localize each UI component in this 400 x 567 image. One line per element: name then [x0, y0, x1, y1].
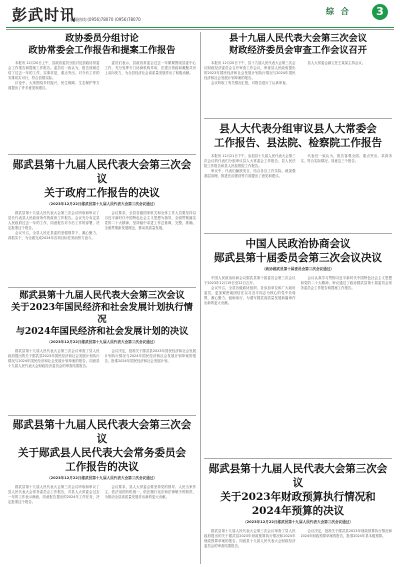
body-column [204, 61, 296, 113]
body-column [8, 211, 100, 281]
section-title: 综 合 [326, 7, 351, 16]
body-paragraph: 县人大常委会副主任王某某主持会议。 [307, 61, 366, 65]
body-paragraph: 本报讯 12月20日下午，县十九届人民代表大会第三次会议财政经济委员会召开审查工作会议，审查县人民政府提出的2023年国民经济和社会发展计划执行情况与2024年国民经济和社会发展计划草案的报告。 [204, 61, 296, 81]
body-column [105, 211, 197, 281]
article-body [8, 61, 196, 149]
article-body [204, 61, 392, 113]
body-column [301, 276, 393, 452]
body-column [105, 61, 197, 149]
article-headline [8, 33, 196, 57]
headline-line: 2024年预算的决议 [251, 505, 345, 517]
article-body [8, 485, 196, 560]
headline-line: 郧武县第十九届人民代表大会第三次会议 [208, 463, 388, 489]
body-column [8, 349, 100, 409]
divider [8, 287, 196, 288]
headline-line: 关于郧武县人民代表大会常务委员会 [18, 447, 186, 459]
headline-line: 县十九届人民代表大会第三次会议 [229, 33, 367, 44]
body-paragraph: 会议号召，全县各级政协组织、各参加单位和广大政协委员，更加紧密地团结在以习近平同志为核心的党中央周围，凝心聚力，砥砺前行，为谱写郧武高质量发展新篇章作出新的更大贡献。 [204, 286, 296, 306]
body-paragraph: 会议听取了有关情况汇报，对报告进行了认真审查。 [211, 81, 289, 86]
body-column [8, 485, 100, 560]
body-paragraph: 会议认真学习贯彻习近平新时代中国特色社会主义思想和党的二十大精神，审议通过了政协郧武县第十届委员会常务委员会工作报告和提案工作报告。 [300, 276, 392, 291]
body-paragraph: 中国人民政治协商会议郧武县第十届委员会第三次会议于2023年12月19日至22日召开。 [204, 276, 296, 286]
divider [8, 415, 196, 416]
body-paragraph: 郧武县第十九届人民代表大会第三次会议听取和审议了县长代表县人民政府所作的政府工作报告。会议充分肯定县人民政府过去一年的工作，同意报告对今后工作的部署，决定批准这个报告。 [8, 211, 100, 231]
body-column [204, 154, 296, 228]
body-paragraph: 委员们表示，县政协常委会过去一年紧紧围绕县委中心工作，充分发挥专门协商机构作用，在建言资政和凝聚共识上双向发力，为全县经济社会高质量发展作出了积极贡献。 [104, 61, 196, 76]
column-divider [200, 32, 201, 564]
headline-line: 财政经济委员会审查工作会议召开 [229, 45, 367, 56]
article-economic-plan-resolution [8, 290, 196, 412]
article-cppcc-discussion [8, 33, 196, 151]
headline-line: 工作报告的决议 [65, 461, 139, 473]
article-body [8, 211, 196, 281]
headline-line: 政协委员分组讨论 [65, 33, 139, 44]
body-paragraph: 会议号召，全县人民在县委的坚强领导下，凝心聚力，真抓实干，为全面完成2024年各项目标任务而努力奋斗。 [8, 231, 100, 241]
divider [204, 458, 392, 459]
headline-line: 郧武县第十届委员会第三次会议决议 [214, 252, 382, 264]
article-headline [204, 122, 392, 150]
article-standing-committee-resolution [8, 418, 196, 563]
article-headline [8, 158, 196, 200]
article-headline [8, 418, 196, 474]
article-body [204, 529, 392, 560]
headline-line: 郧武县第十九届人民代表大会第三次会议 [12, 159, 192, 185]
newspaper-logo: 彭武时讯 [12, 6, 77, 24]
article-npc-review [204, 122, 392, 230]
body-paragraph: 会议要求，全县各级国家机关和全体工作人员要坚持以习近平新时代中国特色社会主义思想为指导，全面贯彻落实党的二十大精神，坚持稳中求进工作总基调，完整、准确、全面贯彻新发展理念，推动高质量发展。 [104, 211, 196, 231]
headline-line: 关于2023年国民经济和社会发展计划执行情况 [11, 302, 193, 325]
body-column [204, 529, 296, 560]
adoption-note: （2023年12月22日郧武县第十九届人民代表大会第三次会议通过） [47, 476, 157, 480]
body-paragraph: 讨论中，大家围绕乡村振兴、民生保障、生态保护等方面提出了许多意见和建议。 [8, 81, 100, 91]
article-cppcc-resolution [204, 237, 392, 455]
article-government-report-resolution [8, 158, 196, 284]
headline-line: 县人大代表分组审议县人大常委会 [219, 123, 377, 135]
body-column [204, 276, 296, 452]
adoption-note: （2023年12月22日郧武县第十九届人民代表大会第三次会议通过） [47, 202, 157, 206]
divider [8, 154, 196, 155]
article-headline [204, 462, 392, 518]
body-paragraph: 本报讯 12月20日上午，县政协委员分组讨论县政协常委会工作报告和提案工作报告。委员们一致认为，报告回顾总结了过去一年的工作，实事求是，重点突出，对今后工作的安排切实可行，符合县情实际。 [8, 61, 100, 81]
header-rule-thin [6, 29, 394, 30]
article-finance-committee [204, 33, 392, 115]
headline-line: 中国人民政治协商会议 [245, 238, 351, 250]
headline-line: 郧武县第十九届人民代表大会第三次会议 [19, 290, 185, 301]
article-headline [8, 290, 196, 338]
adoption-note: （政协郧武县第十届委员会第三次会议通过） [262, 267, 334, 271]
adoption-note: （2023年12月22日郧武县第十九届人民代表大会第三次会议通过） [47, 340, 157, 344]
adoption-note: （2023年12月22日郧武县第十九届人民代表大会第三次会议通过） [243, 520, 353, 524]
body-column [105, 485, 197, 560]
body-column [301, 529, 393, 560]
hotline: 新闻热线:(0956)78070 (0956)78070 [70, 17, 141, 22]
body-column [301, 154, 393, 228]
body-paragraph: 会议要求，县人大常委会要坚持党的领导、人民当家作主、依法治国有机统一，依法履行宪法和法律赋予的职责，为推动全县高质量发展作出新的更大贡献。 [104, 485, 196, 500]
headline-line: 政协常委会工作报告和提案工作报告 [28, 45, 176, 56]
divider [204, 233, 392, 234]
headline-line: 与2024年国民经济和社会发展计划的决议 [15, 326, 189, 337]
body-paragraph: 郧武县第十九届人民代表大会第三次会议审查了县人民政府提出的关于郧武县2023年国民经济和社会发展计划执行情况与2024年国民经济和社会发展计划草案的报告，同意县十九届人民代表大会财政经济委员会的审查结果报告。 [8, 349, 100, 369]
headline-line: 工作报告、县法院、检察院工作报告 [214, 137, 382, 149]
article-body [204, 276, 392, 452]
body-paragraph: 郧武县第十九届人民代表大会第三次会议听取和审议了县人民代表大会常务委员会工作报告，对县人大常委会过去一年的工作表示满意，同意报告提出的2024年工作任务，决定批准这个报告。 [8, 485, 100, 505]
body-paragraph: 会议决定，批准关于郧武县2023年财政预算执行情况和2024年财政预算草案的报告，批准2024年县本级预算。 [300, 529, 392, 539]
body-column [8, 61, 100, 149]
body-column [105, 349, 197, 409]
body-column [301, 61, 393, 113]
article-headline [204, 237, 392, 265]
header-rule [6, 27, 394, 28]
body-paragraph: 代表们一致认为，报告客观全面、重点突出、求真务实，符合实际情况，同意这三个报告。 [300, 154, 392, 164]
headline-line: 郧武县第十九届人民代表大会第三次会议 [12, 419, 192, 445]
body-paragraph: 会议决定，批准关于郧武县2023年国民经济和社会发展计划执行情况与2024年国民经济和社会发展计划草案的报告，批准2024年国民经济和社会发展计划。 [104, 349, 196, 364]
masthead [6, 4, 394, 26]
headline-line: 关于2023年财政预算执行情况和 [220, 491, 376, 503]
body-paragraph: 审议中，代表们踊跃发言，结合各自工作实际，就加强基层治理、推进法治建设等方面提出了意见和建议。 [204, 169, 296, 179]
article-budget-resolution [204, 462, 392, 563]
page-number-badge: 3 [372, 4, 388, 20]
body-paragraph: 本报讯 12月21日下午，参加县十九届人民代表大会第三次会议的代表们分组审议县人大常委会工作报告、县人民法院工作报告和县人民检察院工作报告。 [204, 154, 296, 169]
article-headline [204, 33, 392, 57]
article-body [8, 349, 196, 409]
divider [204, 118, 392, 119]
article-body [204, 154, 392, 228]
body-paragraph: 郧武县第十九届人民代表大会第三次会议审查了县人民政府提出的关于郧武县2023年财政预算执行情况和2024年财政预算草案的报告，同意县十九届人民代表大会财政经济委员会的审查结果报告。 [204, 529, 296, 549]
headline-line: 关于政府工作报告的决议 [44, 187, 160, 199]
